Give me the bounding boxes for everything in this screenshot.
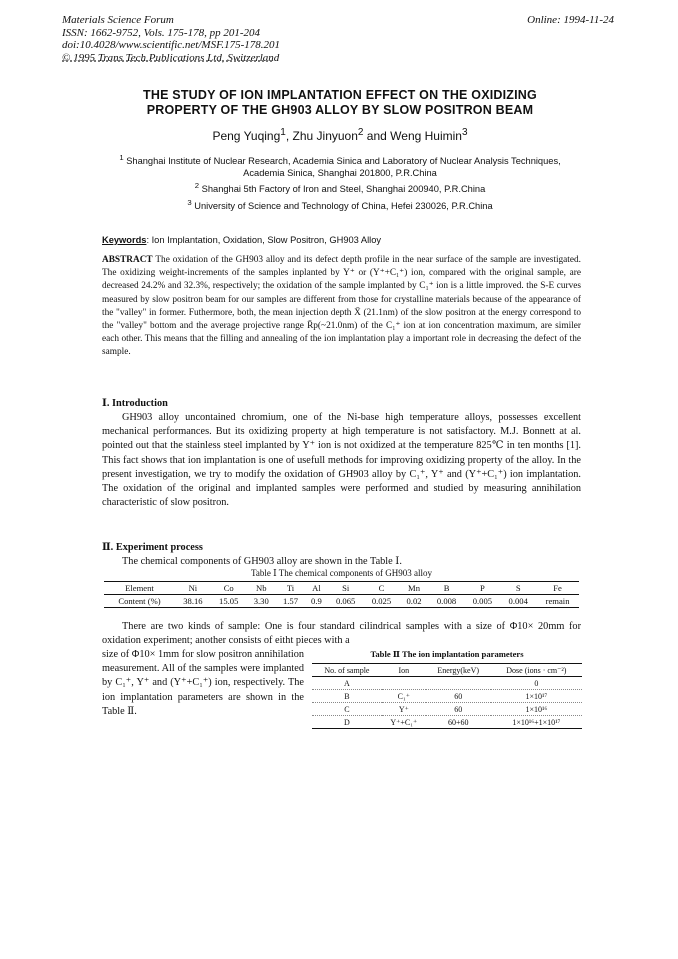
- abstract-label: ABSTRACT: [102, 255, 153, 265]
- table-cell: 1×10¹⁶: [491, 703, 582, 716]
- table-cell: 60+60: [447, 717, 469, 727]
- title-line-1: THE STUDY OF ION IMPLANTATION EFFECT ON THE OXIDIZING: [143, 88, 537, 102]
- table-header-cell: Ion: [382, 664, 426, 677]
- table-header-cell: Dose (ions · cm⁻²): [491, 664, 582, 677]
- affiliation-3: [100, 197, 580, 213]
- affiliation-text: Shanghai 5th Factory of Iron and Steel, Shanghai 200940, P.R.China: [201, 184, 486, 195]
- table-cell: 1.57: [282, 596, 299, 606]
- table-row: [312, 716, 582, 729]
- journal-name: Materials Science Forum: [62, 14, 174, 26]
- affiliation-number: 1: [119, 153, 124, 162]
- abstract-text: The oxidation of the GH903 alloy and its defect depth profile in the near surface of the sample are investigated. The oxidizing weight-increments of the samples inplanted by Y⁺ or (Y⁺+C₁⁺) ion, compared with the original sample, are decreased 24.2% and 32.3%, respectively; the oxidation of the sample implanted by C₁⁺ ion is a little improved. the S-E curves measured by slow positron beam for our samples are different from those for crystalline materials because of the appearance of the "valley" in former. Futhermore, both, the mean injection depth X̄ (21.1nm) of the slow positron at the energy correspond to the "valley" bottom and the average projective range R̄p(~21.0nm) of the C₁⁺ ion at ion concentration maximum, are similer each other. This means that the filling and annealing of the ion implantation play a important role in decreasing the defect of the sample.: [102, 255, 581, 358]
- table-cell: 15.05: [219, 596, 239, 606]
- table-header-cell: P: [464, 582, 500, 595]
- table-cell: [426, 677, 491, 690]
- keywords-label: Keywords: [102, 235, 147, 245]
- table-cell: 60: [426, 703, 491, 716]
- abstract: [102, 254, 581, 360]
- author-3: Weng Huimin: [390, 129, 462, 143]
- author-1: Peng Yuqing: [212, 129, 281, 143]
- section-heading-experiment: Ⅱ. Experiment process: [102, 542, 203, 553]
- author-3-affil: 3: [461, 127, 468, 138]
- introduction-paragraph: GH903 alloy uncontained chromium, one of the Ni-base high temperature alloys, possesses excellent mechanical performances. But its oxidizing property at high temperature is not satisfactory. M.J. Bonnett at al. pointed out that the stainless steel implanted by Y⁺ ion is not oxidized at the temperature 825℃ in ten months [1]. This fact shows that ion implantation is one of usefull methods for improving oxidizing property of the alloy. In the present investigation, we try to modify the oxidation of GH903 alloy by C₁⁺, Y⁺ and (Y⁺+C₁⁺) ion implantation. The oxidation of the original and implanted samples were performed and studied by measuring annihilation characteristic of slow positron.: [102, 412, 581, 509]
- table-header-cell: Co: [211, 582, 247, 595]
- title-line-2: PROPERTY OF THE GH903 ALLOY BY SLOW POSITRON BEAM: [146, 103, 534, 117]
- experiment-paragraph-2-continued: size of Φ10× 1mm for slow positron annihilation measurement. All of the samples were implanted by C₁⁺, Y⁺ and (Y⁺+C₁⁺) ion, respectively. The ion implantation parameters are shown in the Table Ⅱ.: [102, 649, 304, 717]
- table-cell: D: [344, 717, 350, 727]
- affiliation-text: Shanghai Institute of Nuclear Research, Academia Sinica and Laboratory of Nuclear Analysis Techniques, Academia Sinica, Shanghai 201800, P.R.China: [126, 156, 561, 178]
- affiliation-number: 2: [194, 181, 200, 190]
- table-header-cell: S: [500, 582, 536, 595]
- table-cell: 0.065: [335, 596, 356, 606]
- author-2: Zhu Jinyuon: [292, 129, 358, 143]
- table-header-cell: Ni: [175, 582, 211, 595]
- table-cell: 0: [491, 677, 582, 690]
- keywords: [102, 235, 381, 245]
- table-2-caption: Table Ⅱ The ion implantation parameters: [370, 649, 524, 659]
- table-cell: 60: [426, 690, 491, 703]
- table-cell: 0.004: [508, 596, 528, 606]
- table-cell: Content (%): [118, 596, 161, 606]
- table-header-cell: No. of sample: [312, 664, 382, 677]
- table-cell: Y⁺: [382, 703, 426, 716]
- author-1-affil: 1: [280, 127, 286, 138]
- table-header-cell: Ti: [276, 582, 305, 595]
- table-cell: remain: [545, 596, 570, 606]
- affiliation-number: 3: [187, 198, 192, 207]
- table-2-implantation-parameters: [312, 663, 582, 729]
- table-row: [312, 703, 582, 716]
- table-cell: 1×10¹⁷: [491, 690, 582, 703]
- table-header-row: [312, 664, 582, 677]
- table-header-cell: Nb: [247, 582, 276, 595]
- table-1-caption: Table Ⅰ The chemical components of GH903 alloy: [251, 568, 432, 578]
- table-cell: A: [312, 677, 382, 690]
- table-header-cell: Si: [328, 582, 364, 595]
- table-row: [104, 595, 579, 608]
- table-cell: 0.02: [406, 596, 422, 606]
- affiliation-2: [100, 180, 580, 196]
- table-cell: 3.30: [253, 596, 269, 606]
- table-header-cell: Energy(keV): [426, 664, 491, 677]
- table-row: [312, 690, 582, 703]
- table-cell: C₁⁺: [382, 690, 426, 703]
- table-cell: 0.025: [371, 596, 392, 606]
- table-header-cell: Element: [104, 582, 175, 595]
- table-cell: 0.9: [311, 596, 322, 606]
- author-2-affil: 2: [357, 127, 364, 138]
- table-cell: B: [312, 690, 382, 703]
- table-cell: Y⁺+C₁⁺: [390, 717, 418, 727]
- author-sep-2: and: [363, 129, 391, 143]
- author-sep-1: ,: [285, 129, 293, 143]
- header-artifact: [62, 60, 272, 65]
- table-header-cell: Fe: [536, 582, 579, 595]
- table-row: [312, 677, 582, 690]
- table-header-cell: Al: [305, 582, 328, 595]
- table-header-cell: Mn: [399, 582, 428, 595]
- doi-line: doi:10.4028/www.scientific.net/MSF.175-178.201: [62, 39, 281, 51]
- table-header-row: [104, 582, 579, 595]
- table-header-cell: B: [429, 582, 465, 595]
- table-header-cell: C: [364, 582, 400, 595]
- affiliation-1: [100, 152, 580, 179]
- experiment-paragraph-1: The chemical components of GH903 alloy are shown in the Table Ⅰ.: [122, 556, 402, 567]
- online-date: Online: 1994-11-24: [527, 14, 614, 26]
- copyright-line: © 1995 Trans Tech Publications Ltd, Switzerland: [62, 51, 280, 64]
- journal-header: [62, 14, 280, 64]
- table-cell: 38.16: [183, 596, 203, 606]
- table-cell: 0.005: [472, 596, 493, 606]
- table-cell: 1×10¹⁶+1×10¹⁷: [512, 717, 561, 727]
- table-cell: 0.008: [436, 596, 457, 606]
- experiment-paragraph-2: There are two kinds of sample: One is four standard cilindrical samples with a size of Φ10× 20mm for oxidation experiment; another consists of eitht pieces with a: [102, 621, 581, 647]
- table-cell: C: [312, 703, 382, 716]
- keywords-text: : Ion Implantation, Oxidation, Slow Positron, GH903 Alloy: [146, 235, 382, 245]
- paper-title: [80, 88, 600, 118]
- author-list: [80, 127, 600, 143]
- section-heading-introduction: Ⅰ. Introduction: [102, 398, 168, 409]
- issn-line: ISSN: 1662-9752, Vols. 175-178, pp 201-204: [62, 26, 260, 39]
- affiliation-text: University of Science and Technology of China, Hefei 230026, P.R.China: [194, 201, 493, 212]
- table-1-chemical-components: [104, 581, 579, 608]
- table-cell: [382, 677, 426, 690]
